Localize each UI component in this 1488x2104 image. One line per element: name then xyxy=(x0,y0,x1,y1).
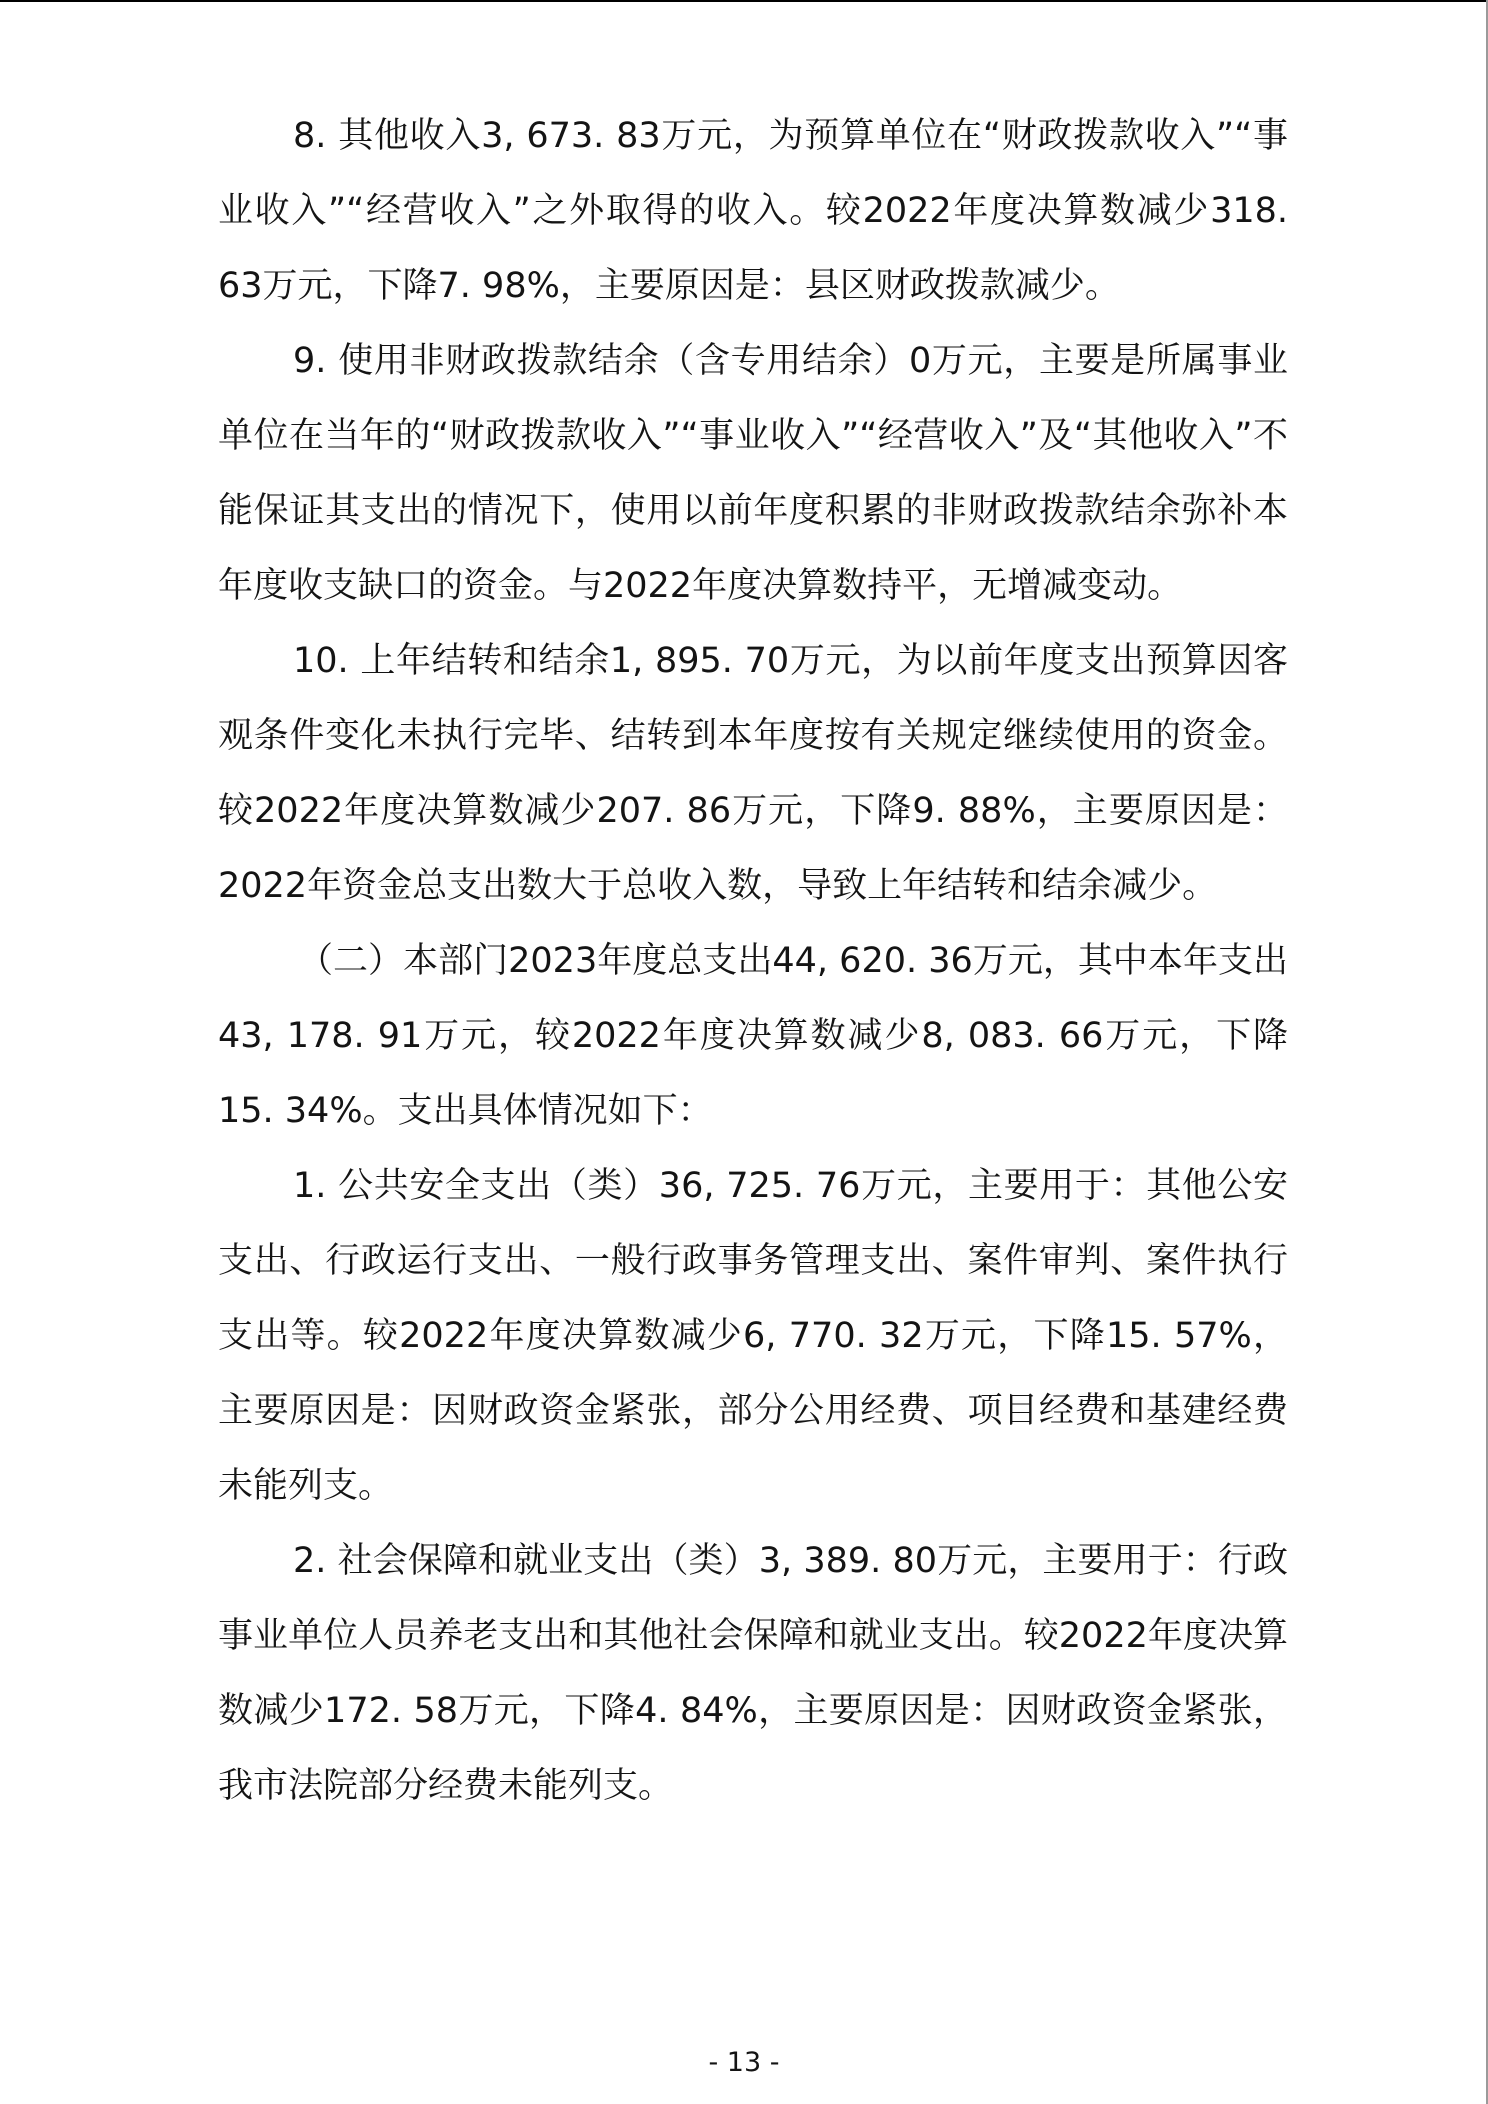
paragraph-non-fiscal-balance: 9. 使用非财政拨款结余（含专用结余）0万元，主要是所属事业单位在当年的“财政拨款收入”“事业收入”“经营收入”及“其他收入”不能保证其支出的情况下，使用以前年度积累的非财政拨款结余弥补本年度收支缺口的资金。与2022年度决算数持平，无增减变动。 xyxy=(218,341,1288,606)
document-body xyxy=(218,99,1288,1824)
paragraph-other-income: 8. 其他收入3, 673. 83万元，为预算单位在“财政拨款收入”“事业收入”“经营收入”之外取得的收入。较2022年度决算数减少318. 63万元，下降7. 98%，主要原因是：县区财政拨款减少。 xyxy=(218,116,1288,306)
paragraph-social-security-expenditure: 2. 社会保障和就业支出（类）3, 389. 80万元，主要用于：行政事业单位人员养老支出和其他社会保障和就业支出。较2022年度决算数减少172. 58万元，下降4. 84%，主要原因是：因财政资金紧张，我市法院部分经费未能列支。 xyxy=(218,1541,1288,1806)
section-heading-total-expenditure: （二）本部门2023年度总支出44, 620. 36万元，其中本年支出43, 178. 91万元，较2022年度决算数减少8, 083. 66万元，下降15. 34%。支出具体情况如下： xyxy=(218,941,1288,1131)
page-number: - 13 - xyxy=(708,2047,780,2078)
paragraph-prior-year-carryover: 10. 上年结转和结余1, 895. 70万元，为以前年度支出预算因客观条件变化未执行完毕、结转到本年度按有关规定继续使用的资金。较2022年度决算数减少207. 86万元，下降9. 88%，主要原因是：2022年资金总支出数大于总收入数，导致上年结转和结余减少。 xyxy=(218,641,1288,906)
top-border-line xyxy=(0,0,1488,2)
paragraph-public-security-expenditure: 1. 公共安全支出（类）36, 725. 76万元，主要用于：其他公安支出、行政运行支出、一般行政事务管理支出、案件审判、案件执行支出等。较2022年度决算数减少6, 770. 32万元，下降15. 57%，主要原因是：因财政资金紧张，部分公用经费、项目经费和基建经费未能列支。 xyxy=(218,1166,1288,1506)
